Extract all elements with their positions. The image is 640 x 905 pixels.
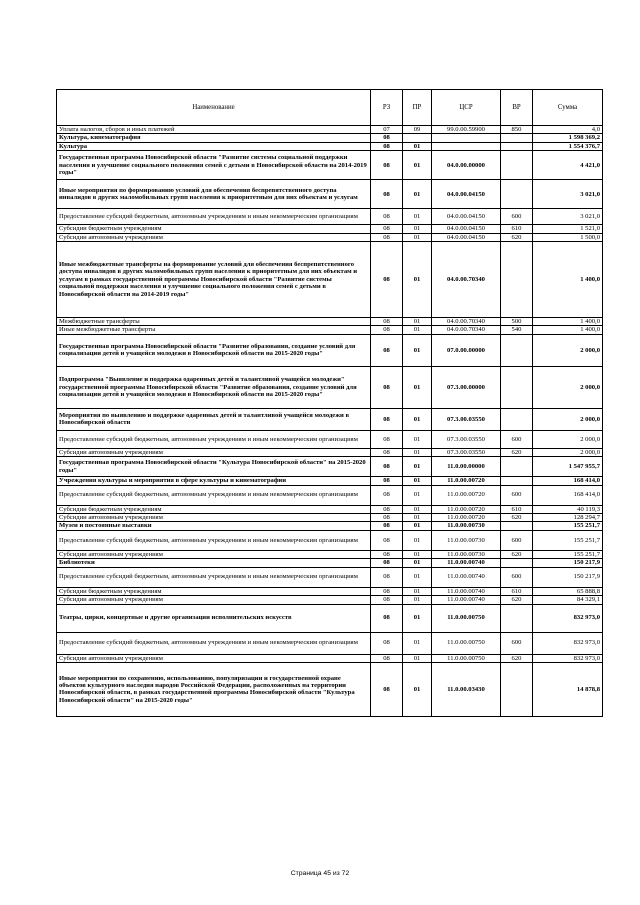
table-row [57,209,603,225]
cell-name: Мероприятия по выявлению и поддержке одаренных детей и талантливой учащейся молодежи в Новосибирской области [57,408,371,430]
table-row [57,318,603,326]
cell-name: Музеи и постоянные выставки [57,522,371,530]
cell-name: Предоставление субсидий бюджетным, автономным учреждениям и иным некоммерческим организациям [57,209,371,225]
cell-csr: 11.0.00.00740 [432,587,501,595]
cell-rz: 08 [371,242,403,318]
cell-name: Библиотеки [57,559,371,567]
cell-pr: 01 [403,142,432,150]
cell-sum: 1 521,0 [533,225,603,233]
table-row [57,151,603,180]
cell-vr: 620 [501,233,533,241]
cell-name: Государственная программа Новосибирской области "Культура Новосибирской области" на 2015-2020 годы" [57,457,371,477]
cell-pr: 01 [403,632,432,654]
table-row [57,522,603,530]
cell-sum: 1 554 376,7 [533,142,603,150]
cell-csr: 11.0.00.00730 [432,550,501,558]
cell-sum: 128 294,7 [533,514,603,522]
cell-vr [501,151,533,180]
cell-rz: 08 [371,662,403,716]
cell-rz: 08 [371,559,403,567]
cell-vr: 600 [501,567,533,587]
cell-name: Театры, цирки, концертные и другие организации исполнительских искусств [57,604,371,632]
cell-sum: 4,0 [533,126,603,134]
cell-name: Предоставление субсидий бюджетным, автономным учреждениям и иным некоммерческим организациям [57,530,371,550]
cell-csr: 04.0.00.00000 [432,151,501,180]
cell-pr: 01 [403,225,432,233]
cell-name: Предоставление субсидий бюджетным, автономным учреждениям и иным некоммерческим организациям [57,567,371,587]
cell-name: Уплата налогов, сборов и иных платежей [57,126,371,134]
cell-pr: 01 [403,514,432,522]
cell-rz: 08 [371,604,403,632]
header-name: Наименование [57,90,371,126]
cell-csr: 11.0.00.00740 [432,596,501,604]
cell-rz: 08 [371,326,403,334]
cell-sum: 1 400,0 [533,242,603,318]
table-row [57,567,603,587]
cell-csr: 07.0.00.00000 [432,334,501,366]
cell-vr [501,366,533,408]
header-vr: ВР [501,90,533,126]
cell-pr: 01 [403,457,432,477]
cell-rz: 08 [371,134,403,142]
table-row [57,505,603,513]
cell-vr: 620 [501,654,533,662]
cell-sum: 40 119,3 [533,505,603,513]
cell-name: Иные мероприятия по сохранению, использованию, популяризации и государственной охране объектов культурного наследия народов Российской Федерации, расположенных на территории Новосибирской области, в рамках государственной программы Новосибирской области "Культура Новосибирской области" на 2015-2020 годы" [57,662,371,716]
cell-name: Иные мероприятия по формированию условий для обеспечения беспрепятственного доступа инвалидов в других маломобильных групп населения к приоритетным для них объектам и услугам [57,180,371,209]
cell-vr [501,134,533,142]
cell-pr: 01 [403,662,432,716]
cell-vr: 600 [501,632,533,654]
header-sum: Сумма [533,90,603,126]
cell-vr: 610 [501,505,533,513]
cell-sum: 168 414,0 [533,485,603,505]
cell-csr: 99.0.00.59900 [432,126,501,134]
cell-name: Субсидии бюджетным учреждениям [57,587,371,595]
cell-pr: 01 [403,408,432,430]
cell-rz: 08 [371,225,403,233]
cell-rz: 08 [371,654,403,662]
cell-vr [501,457,533,477]
table-row [57,485,603,505]
header-rz: РЗ [371,90,403,126]
cell-vr [501,477,533,485]
cell-csr: 11.0.00.00720 [432,514,501,522]
cell-csr: 04.0.00.70340 [432,318,501,326]
cell-sum: 2 000,0 [533,430,603,448]
table-row [57,134,603,142]
page-number: Страница 45 из 72 [290,870,350,877]
table-row [57,334,603,366]
cell-sum: 14 878,8 [533,662,603,716]
cell-rz: 08 [371,233,403,241]
cell-pr: 01 [403,209,432,225]
table-row [57,587,603,595]
table-row [57,225,603,233]
cell-sum: 1 400,0 [533,326,603,334]
cell-rz: 08 [371,550,403,558]
cell-rz: 08 [371,530,403,550]
cell-pr: 01 [403,334,432,366]
table-row [57,142,603,150]
cell-vr [501,242,533,318]
cell-sum: 3 021,0 [533,209,603,225]
table-row [57,530,603,550]
cell-pr: 01 [403,366,432,408]
cell-vr: 620 [501,596,533,604]
cell-pr: 01 [403,180,432,209]
cell-csr: 07.3.00.00000 [432,366,501,408]
cell-pr: 01 [403,318,432,326]
cell-vr [501,408,533,430]
cell-name: Учреждения культуры и мероприятия в сфере культуры и кинематографии [57,477,371,485]
cell-name: Субсидии автономным учреждениям [57,448,371,456]
cell-name: Субсидии бюджетным учреждениям [57,225,371,233]
table-row [57,126,603,134]
table-row [57,233,603,241]
table-header-row [57,90,603,126]
cell-sum: 168 414,0 [533,477,603,485]
cell-rz: 08 [371,457,403,477]
cell-sum: 4 421,0 [533,151,603,180]
cell-name: Государственная программа Новосибирской области "Развитие системы социальной поддержки населения и улучшение социального положения семей с детьми в Новосибирской области на 2014-2019 годы" [57,151,371,180]
cell-pr: 01 [403,326,432,334]
cell-csr: 11.0.00.00730 [432,522,501,530]
table-row [57,180,603,209]
cell-pr: 01 [403,604,432,632]
cell-vr: 850 [501,126,533,134]
cell-sum: 832 973,0 [533,604,603,632]
cell-sum: 832 973,0 [533,632,603,654]
cell-csr: 11.0.00.00720 [432,477,501,485]
cell-pr: 01 [403,587,432,595]
cell-pr: 01 [403,430,432,448]
cell-csr: 11.0.00.00000 [432,457,501,477]
cell-sum: 2 000,0 [533,448,603,456]
cell-vr [501,180,533,209]
cell-rz: 08 [371,596,403,604]
cell-pr: 01 [403,567,432,587]
cell-sum: 155 251,7 [533,530,603,550]
cell-vr [501,334,533,366]
cell-csr: 11.0.00.03430 [432,662,501,716]
cell-name: Государственная программа Новосибирской области "Развитие образования, создание условий для социализации детей и учащейся молодежи в Новосибирской области на 2015-2020 годы" [57,334,371,366]
table-row [57,596,603,604]
cell-pr: 01 [403,559,432,567]
table-row [57,457,603,477]
cell-csr: 07.3.00.03550 [432,408,501,430]
table-row [57,242,603,318]
table-body [57,126,603,717]
header-csr: ЦСР [432,90,501,126]
cell-rz: 08 [371,142,403,150]
cell-rz: 08 [371,505,403,513]
cell-sum: 1 547 955,7 [533,457,603,477]
cell-csr: 07.3.00.03550 [432,430,501,448]
cell-name: Межбюджетные трансферты [57,318,371,326]
cell-rz: 08 [371,632,403,654]
cell-rz: 08 [371,180,403,209]
cell-vr: 620 [501,514,533,522]
cell-csr: 04.0.00.70340 [432,242,501,318]
cell-name: Культура [57,142,371,150]
table-row [57,514,603,522]
cell-rz: 08 [371,209,403,225]
cell-rz: 08 [371,151,403,180]
cell-name: Субсидии автономным учреждениям [57,550,371,558]
cell-sum: 150 217,9 [533,567,603,587]
cell-csr [432,142,501,150]
cell-csr: 11.0.00.00720 [432,485,501,505]
cell-vr [501,662,533,716]
cell-pr: 01 [403,477,432,485]
cell-sum: 155 251,7 [533,522,603,530]
cell-csr: 11.0.00.00750 [432,654,501,662]
cell-rz: 08 [371,408,403,430]
cell-name: Культура, кинематография [57,134,371,142]
cell-name: Иные межбюджетные трансферты [57,326,371,334]
cell-sum: 3 021,0 [533,180,603,209]
cell-name: Субсидии автономным учреждениям [57,654,371,662]
cell-csr: 11.0.00.00750 [432,604,501,632]
cell-pr: 01 [403,151,432,180]
cell-vr [501,559,533,567]
cell-name: Предоставление субсидий бюджетным, автономным учреждениям и иным некоммерческим организациям [57,632,371,654]
cell-vr: 600 [501,430,533,448]
table-row [57,477,603,485]
cell-sum: 65 888,8 [533,587,603,595]
cell-csr: 07.3.00.03550 [432,448,501,456]
cell-csr: 11.0.00.00740 [432,567,501,587]
cell-name: Предоставление субсидий бюджетным, автономным учреждениям и иным некоммерческим организациям [57,430,371,448]
budget-table [56,89,603,717]
cell-csr: 04.0.00.04150 [432,225,501,233]
cell-vr [501,142,533,150]
cell-csr: 04.0.00.70340 [432,326,501,334]
cell-name: Подпрограмма "Выявление и поддержка одаренных детей и талантливой учащейся молодежи" государственной программы Новосибирской области "Развитие образования, создание условий для социализации детей и учащейся молодежи в Новосибирской области на 2015-2020 годы" [57,366,371,408]
cell-rz: 07 [371,126,403,134]
cell-csr: 11.0.00.00740 [432,559,501,567]
table-row [57,326,603,334]
cell-vr: 610 [501,225,533,233]
cell-pr: 09 [403,126,432,134]
cell-name: Иные межбюджетные трансферты на формирование условий для обеспечения беспрепятственного доступа инвалидов в других маломобильных групп населения к приоритетным для них объектам и услугам в рамках государственной программы Новосибирской области "Развитие системы социальной поддержки населения и улучшение социального положения семей с детьми в Новосибирской области на 2014-2019 годы" [57,242,371,318]
cell-pr: 01 [403,448,432,456]
header-pr: ПР [403,90,432,126]
table-row [57,430,603,448]
cell-pr: 01 [403,530,432,550]
cell-vr: 500 [501,318,533,326]
cell-name: Предоставление субсидий бюджетным, автономным учреждениям и иным некоммерческим организациям [57,485,371,505]
table-row [57,662,603,716]
cell-csr: 04.0.00.04150 [432,180,501,209]
table-row [57,366,603,408]
cell-rz: 08 [371,448,403,456]
cell-rz: 08 [371,514,403,522]
cell-pr: 01 [403,505,432,513]
table-row [57,550,603,558]
cell-vr: 620 [501,448,533,456]
cell-pr: 01 [403,654,432,662]
cell-sum: 1 500,0 [533,233,603,241]
cell-rz: 08 [371,587,403,595]
cell-name: Субсидии автономным учреждениям [57,596,371,604]
cell-csr: 04.0.00.04150 [432,209,501,225]
cell-rz: 08 [371,477,403,485]
cell-vr: 610 [501,587,533,595]
table-row [57,448,603,456]
cell-sum: 2 000,0 [533,334,603,366]
cell-sum: 84 329,1 [533,596,603,604]
cell-csr [432,134,501,142]
cell-rz: 08 [371,485,403,505]
cell-rz: 08 [371,567,403,587]
cell-vr: 600 [501,485,533,505]
cell-vr: 620 [501,550,533,558]
table-row [57,654,603,662]
cell-sum: 2 000,0 [533,366,603,408]
cell-rz: 08 [371,318,403,326]
cell-vr [501,522,533,530]
cell-csr: 04.0.00.04150 [432,233,501,241]
cell-vr: 540 [501,326,533,334]
cell-sum: 1 598 369,2 [533,134,603,142]
cell-csr: 11.0.00.00750 [432,632,501,654]
cell-sum: 155 251,7 [533,550,603,558]
cell-sum: 2 000,0 [533,408,603,430]
cell-rz: 08 [371,430,403,448]
cell-rz: 08 [371,522,403,530]
cell-pr: 01 [403,485,432,505]
cell-csr: 11.0.00.00720 [432,505,501,513]
cell-sum: 832 973,0 [533,654,603,662]
cell-pr: 01 [403,242,432,318]
cell-name: Субсидии автономным учреждениям [57,233,371,241]
cell-sum: 150 217,9 [533,559,603,567]
cell-pr: 01 [403,522,432,530]
table-row [57,559,603,567]
cell-pr: 01 [403,233,432,241]
cell-name: Субсидии бюджетным учреждениям [57,505,371,513]
cell-rz: 08 [371,366,403,408]
cell-name: Субсидии автономным учреждениям [57,514,371,522]
cell-vr [501,604,533,632]
table-row [57,632,603,654]
cell-vr: 600 [501,530,533,550]
cell-pr: 01 [403,550,432,558]
cell-csr: 11.0.00.00730 [432,530,501,550]
cell-pr: 01 [403,596,432,604]
cell-rz: 08 [371,334,403,366]
cell-vr: 600 [501,209,533,225]
cell-sum: 1 400,0 [533,318,603,326]
table-row [57,408,603,430]
table-row [57,604,603,632]
cell-pr [403,134,432,142]
